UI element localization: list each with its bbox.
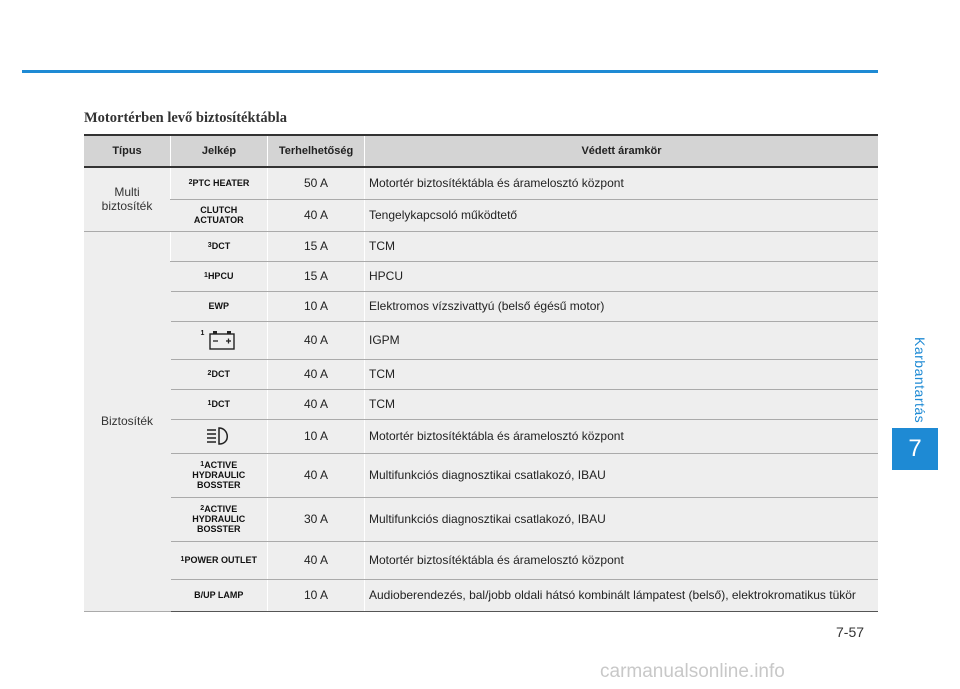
symbol-cell: $^1$HPCU (171, 261, 268, 291)
symbol-cell: $^1$POWER OUTLET (171, 541, 268, 579)
circuit-cell: TCM (365, 389, 879, 419)
table-row (84, 231, 878, 261)
chapter-number: 7 (892, 428, 938, 470)
load-cell: 40 A (268, 199, 365, 231)
header-symbol: Jelkép (171, 135, 268, 167)
symbol-cell (171, 419, 268, 453)
circuit-cell: Motortér biztosítéktábla és áramelosztó központ (365, 167, 879, 199)
symbol-cell: B/UP LAMP (171, 579, 268, 611)
load-cell: 40 A (268, 453, 365, 497)
type-multi: Multi biztosíték (84, 167, 171, 231)
symbol-cell: $^3$DCT (171, 231, 268, 261)
table-row (84, 199, 878, 231)
load-cell: 10 A (268, 579, 365, 611)
symbol-cell: CLUTCH ACTUATOR (171, 199, 268, 231)
table-row (84, 453, 878, 497)
load-cell: 40 A (268, 541, 365, 579)
load-cell: 15 A (268, 231, 365, 261)
header-circuit: Védett áramkör (365, 135, 879, 167)
type-fuse: Biztosíték (84, 231, 171, 611)
symbol-cell: 1 (171, 321, 268, 359)
table-row (84, 321, 878, 359)
headlamp-icon (204, 425, 234, 447)
symbol-cell: $^2$DCT (171, 359, 268, 389)
side-label: Karbantartás (912, 336, 928, 424)
circuit-cell: Multifunkciós diagnosztikai csatlakozó, IBAU (365, 453, 879, 497)
table-row (84, 359, 878, 389)
load-cell: 40 A (268, 359, 365, 389)
watermark: carmanualsonline.info (600, 661, 785, 682)
circuit-cell: Audioberendezés, bal/jobb oldali hátsó kombinált lámpatest (belső), elektrokromatikus tükör (365, 579, 879, 611)
symbol-cell: EWP (171, 291, 268, 321)
load-cell: 15 A (268, 261, 365, 291)
circuit-cell: Motortér biztosítéktábla és áramelosztó központ (365, 541, 879, 579)
load-cell: 40 A (268, 389, 365, 419)
circuit-cell: TCM (365, 231, 879, 261)
circuit-cell: Multifunkciós diagnosztikai csatlakozó, IBAU (365, 497, 879, 541)
load-cell: 10 A (268, 419, 365, 453)
table-row (84, 541, 878, 579)
load-cell: 30 A (268, 497, 365, 541)
symbol-cell: $^1$ACTIVE HYDRAULIC BOSSTER (171, 453, 268, 497)
table-row (84, 497, 878, 541)
top-rule (22, 70, 878, 73)
table-row (84, 261, 878, 291)
circuit-cell: Motortér biztosítéktábla és áramelosztó központ (365, 419, 879, 453)
circuit-cell: Tengelykapcsoló működtető (365, 199, 879, 231)
fuse-table (84, 134, 878, 612)
table-row (84, 419, 878, 453)
circuit-cell: HPCU (365, 261, 879, 291)
symbol-cell: $^2$PTC HEATER (171, 167, 268, 199)
load-cell: 40 A (268, 321, 365, 359)
symbol-cell: $^1$DCT (171, 389, 268, 419)
section-title: Motortérben levő biztosítéktábla (84, 110, 287, 126)
page-number: 7-57 (836, 624, 865, 640)
table-row (84, 389, 878, 419)
load-cell: 10 A (268, 291, 365, 321)
battery-icon (207, 329, 237, 351)
table-row (84, 167, 878, 199)
header-load: Terhelhetőség (268, 135, 365, 167)
table-row (84, 291, 878, 321)
circuit-cell: TCM (365, 359, 879, 389)
symbol-cell: $^2$ACTIVE HYDRAULIC BOSSTER (171, 497, 268, 541)
circuit-cell: Elektromos vízszivattyú (belső égésű motor) (365, 291, 879, 321)
circuit-cell: IGPM (365, 321, 879, 359)
table-row (84, 579, 878, 611)
load-cell: 50 A (268, 167, 365, 199)
header-type: Típus (84, 135, 171, 167)
